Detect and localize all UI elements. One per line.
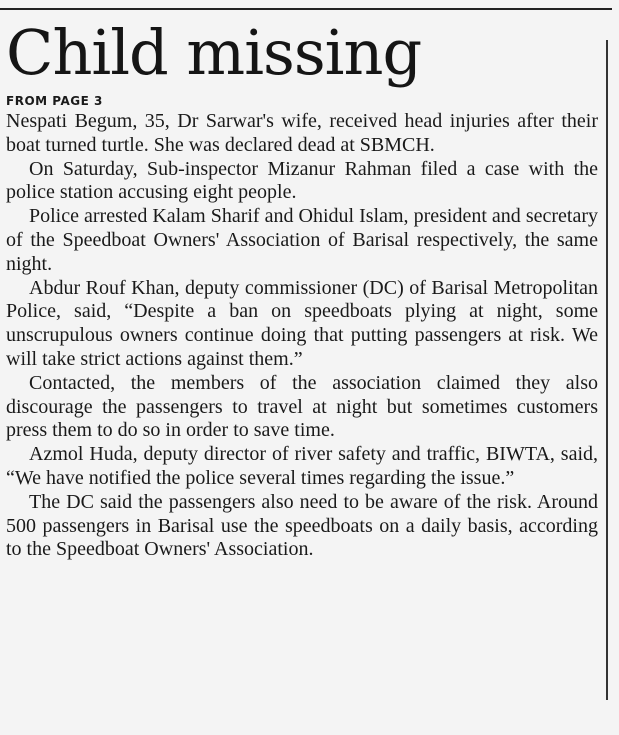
article-paragraph: Police arrested Kalam Sharif and Ohidul Islam, president and secretary of the Speedboat Owners' Association of Barisal respectively, the same night. — [6, 205, 598, 275]
continuation-label: FROM PAGE 3 — [6, 94, 103, 108]
article-paragraph: Nespati Begum, 35, Dr Sarwar's wife, received head injuries after their boat turned turtle. She was declared dead at SBMCH. — [6, 110, 598, 156]
news-article — [6, 14, 598, 562]
headline: Child missing — [6, 16, 422, 89]
article-paragraph: The DC said the passengers also need to be aware of the risk. Around 500 passengers in Barisal use the speedboats on a daily basis, according to the Speedboat Owners' Association. — [6, 490, 598, 561]
article-paragraph: Contacted, the members of the association claimed they also discourage the passengers to travel at night but sometimes customers press them to do so in order to save time. — [6, 371, 598, 442]
article-paragraph: Abdur Rouf Khan, deputy commissioner (DC) of Barisal Metropolitan Police, said, “Despite a ban on speedboats plying at night, some unscrupulous owners continue doing that putting passengers at risk. We will take strict actions against them.” — [6, 276, 598, 370]
article-paragraph: On Saturday, Sub-inspector Mizanur Rahman filed a case with the police station accusing eight people. — [6, 157, 598, 204]
article-paragraph: Azmol Huda, deputy director of river safety and traffic, BIWTA, said, “We have notified the police several times regarding the issue.” — [6, 443, 598, 489]
top-rule — [0, 8, 612, 10]
column-rule — [606, 40, 608, 700]
